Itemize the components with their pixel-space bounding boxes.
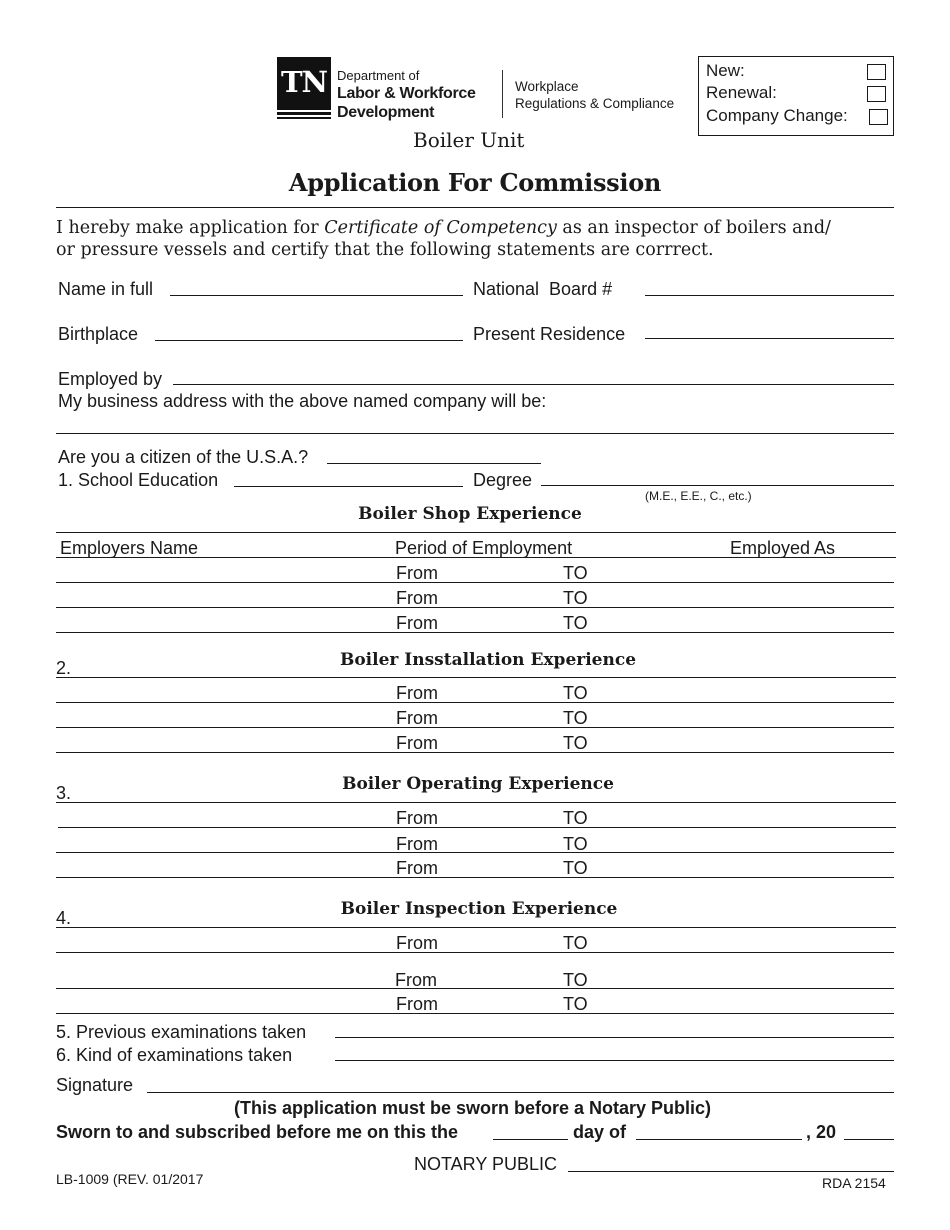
table-row-rule[interactable] <box>56 752 894 753</box>
section-operating-number: 3. <box>56 783 72 803</box>
degree-label: Degree <box>473 470 533 490</box>
status-renewal-label: Renewal: <box>706 83 777 102</box>
sworn-day-input[interactable] <box>493 1139 568 1140</box>
citizen-input[interactable] <box>327 463 541 464</box>
from-label: From <box>395 970 437 990</box>
degree-hint: (M.E., E.E., C., etc.) <box>645 489 752 503</box>
to-label: TO <box>563 994 588 1014</box>
name-in-full-input[interactable] <box>170 295 463 296</box>
sworn-prefix: Sworn to and subscribed before me on this the <box>56 1122 459 1142</box>
table-row-rule[interactable] <box>56 852 894 853</box>
signature-input[interactable] <box>147 1092 894 1093</box>
to-label: TO <box>563 933 588 953</box>
table-row-rule[interactable] <box>56 607 894 608</box>
table-row-rule[interactable] <box>56 632 894 633</box>
school-education-input[interactable] <box>234 486 463 487</box>
section-shop-title: Boiler Shop Experience <box>358 504 582 524</box>
tn-logo-underline <box>277 112 331 115</box>
table-row-rule[interactable] <box>56 988 894 989</box>
day-of-label: day of <box>573 1122 627 1142</box>
employed-by-input[interactable] <box>173 384 894 385</box>
to-label: TO <box>563 808 588 828</box>
shop-top-rule <box>56 532 896 533</box>
from-label: From <box>396 613 438 633</box>
signature-label: Signature <box>56 1075 134 1095</box>
rda-number: RDA 2154 <box>822 1175 886 1191</box>
col-period-of-employment: Period of Employment <box>395 538 573 558</box>
section-operating-title: Boiler Operating Experience <box>342 774 614 794</box>
previous-examinations-input[interactable] <box>335 1037 894 1038</box>
intro-line-1: I hereby make application for Certificate of Competency as an inspector of boilers and/ <box>56 218 831 238</box>
birthplace-input[interactable] <box>155 340 463 341</box>
header-divider <box>502 70 503 118</box>
from-label: From <box>396 683 438 703</box>
intro-line-2: or pressure vessels and certify that the following statements are corrrect. <box>56 240 714 260</box>
from-label: From <box>396 708 438 728</box>
tn-logo-underline-2 <box>277 117 331 119</box>
shop-header-rule <box>56 557 896 558</box>
section-inspection-number: 4. <box>56 908 72 928</box>
to-label: TO <box>563 858 588 878</box>
notary-notice: (This application must be sworn before a Notary Public) <box>233 1098 712 1118</box>
citizen-label: Are you a citizen of the U.S.A.? <box>58 447 309 467</box>
division-name: Workplace Regulations & Compliance <box>515 79 675 111</box>
section-installation-number: 2. <box>56 658 72 678</box>
table-row-rule[interactable] <box>56 727 894 728</box>
department-name: Department of Labor & Workforce Development <box>337 68 476 121</box>
present-residence-label: Present Residence <box>473 324 626 344</box>
section-inspection-title: Boiler Inspection Experience <box>340 899 618 919</box>
present-residence-input[interactable] <box>645 338 894 339</box>
national-board-label: National Board # <box>473 279 613 299</box>
inspection-top-rule <box>56 927 896 928</box>
table-row-rule[interactable] <box>56 702 894 703</box>
to-label: TO <box>563 834 588 854</box>
sworn-month-input[interactable] <box>636 1139 802 1140</box>
status-company-change-checkbox[interactable] <box>869 109 888 125</box>
table-row-rule[interactable] <box>56 1013 894 1014</box>
table-row-rule[interactable] <box>56 582 894 583</box>
title-rule <box>56 207 894 208</box>
name-in-full-label: Name in full <box>58 279 154 299</box>
form-number: LB-1009 (REV. 01/2017 <box>56 1171 204 1187</box>
status-box <box>698 56 894 136</box>
table-row-rule[interactable] <box>56 877 894 878</box>
from-label: From <box>396 588 438 608</box>
to-label: TO <box>563 563 588 583</box>
employed-by-label: Employed by <box>58 369 163 389</box>
from-label: From <box>396 733 438 753</box>
from-label: From <box>396 994 438 1014</box>
table-row-rule[interactable] <box>58 827 896 828</box>
to-label: TO <box>563 613 588 633</box>
year-prefix: , 20 <box>806 1122 837 1142</box>
status-new-label: New: <box>706 61 745 80</box>
from-label: From <box>396 834 438 854</box>
notary-public-input[interactable] <box>568 1171 894 1172</box>
school-education-label: 1. School Education <box>58 470 219 490</box>
unit-name: Boiler Unit <box>413 128 525 152</box>
to-label: TO <box>563 683 588 703</box>
tn-logo-text: TN <box>280 65 328 99</box>
national-board-input[interactable] <box>645 295 894 296</box>
sworn-year-input[interactable] <box>844 1139 894 1140</box>
to-label: TO <box>563 588 588 608</box>
to-label: TO <box>563 970 588 990</box>
installation-top-rule <box>56 677 896 678</box>
col-employed-as: Employed As <box>730 538 836 558</box>
birthplace-label: Birthplace <box>58 324 139 344</box>
degree-input[interactable] <box>541 485 894 486</box>
status-renewal-checkbox[interactable] <box>867 86 886 102</box>
from-label: From <box>396 808 438 828</box>
to-label: TO <box>563 733 588 753</box>
business-address-label: My business address with the above named company will be: <box>58 391 547 411</box>
from-label: From <box>396 933 438 953</box>
kind-examinations-input[interactable] <box>335 1060 894 1061</box>
section-installation-title: Boiler Insstallation Experience <box>339 650 637 670</box>
status-company-change-label: Company Change: <box>706 106 848 125</box>
kind-examinations-label: 6. Kind of examinations taken <box>56 1045 293 1065</box>
col-employers-name: Employers Name <box>60 538 199 558</box>
tn-logo <box>277 57 331 119</box>
business-address-input[interactable] <box>56 433 894 434</box>
previous-examinations-label: 5. Previous examinations taken <box>56 1022 307 1042</box>
from-label: From <box>396 563 438 583</box>
notary-public-label: NOTARY PUBLIC <box>414 1154 558 1174</box>
table-row-rule[interactable] <box>56 952 894 953</box>
page-title: Application For Commission <box>288 168 662 197</box>
intro-text <box>56 217 831 261</box>
from-label: From <box>396 858 438 878</box>
to-label: TO <box>563 708 588 728</box>
operating-top-rule <box>56 802 896 803</box>
status-new-checkbox[interactable] <box>867 64 886 80</box>
